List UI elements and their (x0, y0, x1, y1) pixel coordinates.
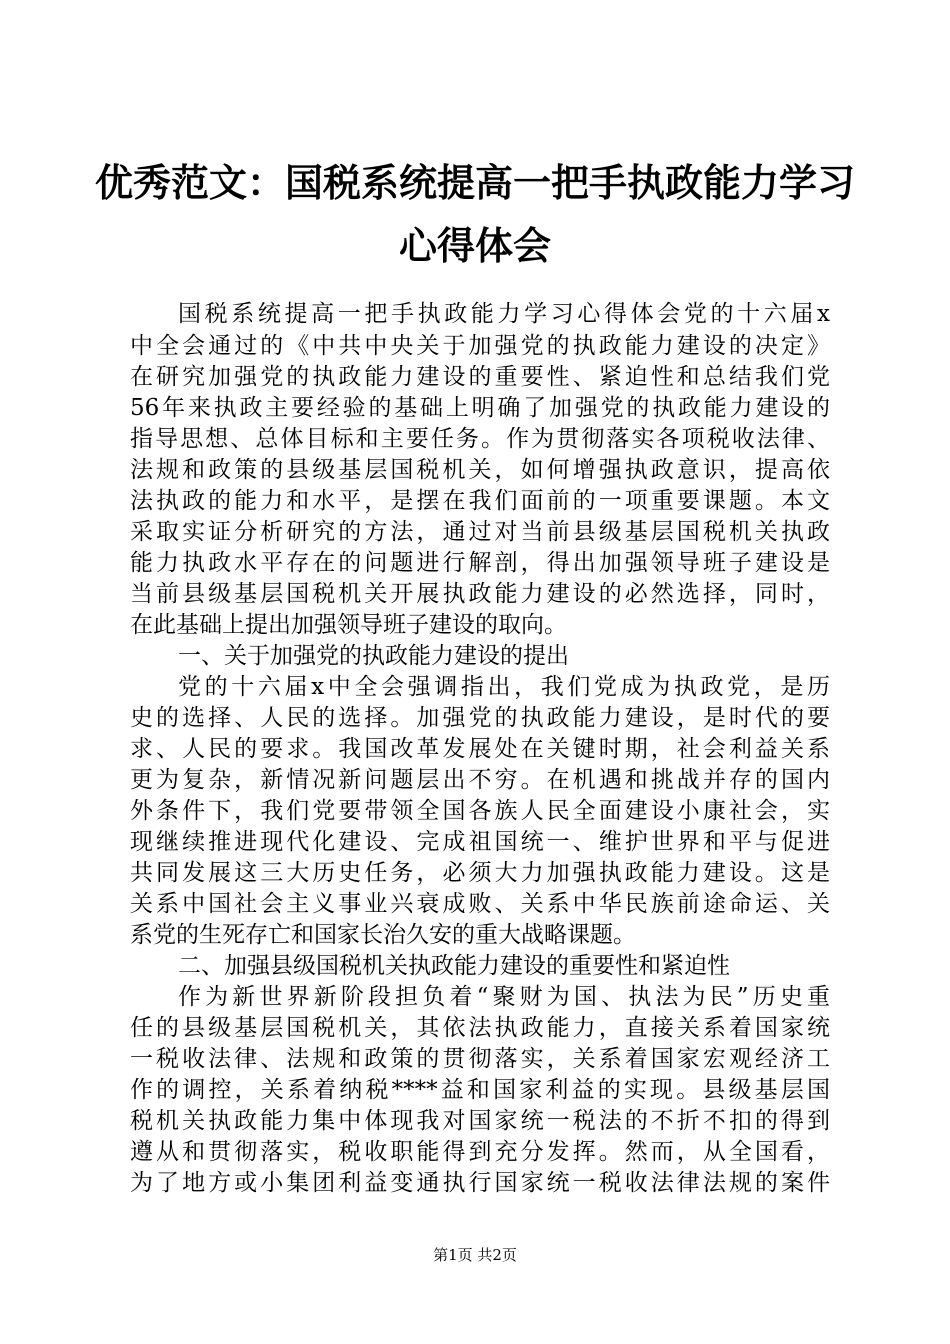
text-line: 当前县级基层国税机关开展执政能力建设的必然选择，同时， (130, 581, 830, 607)
text-line: 一税收法律、法规和政策的贯彻落实，关系着国家宏观经济工 (130, 1046, 830, 1072)
text-line: 法规和政策的县级基层国税机关，如何增强执政意识，提高依 (130, 457, 830, 483)
text-line: 作为新世界新阶段担负着“聚财为国、执法为民”历史重 (178, 984, 830, 1010)
text-line: 外条件下，我们党要带领全国各族人民全面建设小康社会，实 (130, 798, 830, 824)
page-footer: 第1页 共2页 (433, 1246, 517, 1264)
text-line: 党的十六届x中全会强调指出，我们党成为执政党，是历 (178, 674, 830, 700)
text-line: 作的调控，关系着纳税****益和国家利益的实现。县级基层国 (130, 1077, 830, 1103)
document-title-line-1: 优秀范文：国税系统提高一把手执政能力学习 (94, 161, 855, 205)
text-line: 法执政的能力和水平，是摆在我们面前的一项重要课题。本文 (130, 488, 830, 514)
text-line: 在研究加强党的执政能力建设的重要性、紧迫性和总结我们党 (130, 364, 830, 390)
text-line: 在此基础上提出加强领导班子建设的取向。 (130, 612, 567, 638)
text-line: 史的选择、人民的选择。加强党的执政能力建设，是时代的要 (130, 705, 830, 731)
text-line: 国税系统提高一把手执政能力学习心得体会党的十六届x (178, 301, 830, 327)
text-line: 采取实证分析研究的方法，通过对当前县级基层国税机关执政 (130, 519, 830, 545)
text-line: 任的县级基层国税机关，其依法执政能力，直接关系着国家统 (130, 1015, 830, 1041)
text-line: 中全会通过的《中共中央关于加强党的执政能力建设的决定》 (130, 333, 830, 359)
document-title-line-2: 心得体会 (398, 224, 551, 268)
section-heading: 二、加强县级国税机关执政能力建设的重要性和紧迫性 (178, 953, 730, 979)
text-line: 求、人民的要求。我国改革发展处在关键时期，社会利益关系 (130, 736, 830, 762)
text-line: 系党的生死存亡和国家长治久安的重大战略课题。 (130, 922, 636, 948)
section-heading: 一、关于加强党的执政能力建设的提出 (178, 643, 569, 669)
text-line: 遵从和贯彻落实，税收职能得到充分发挥。然而，从全国看， (130, 1139, 830, 1165)
text-line: 关系中国社会主义事业兴衰成败、关系中华民族前途命运、关 (130, 891, 830, 917)
text-line: 指导思想、总体目标和主要任务。作为贯彻落实各项税收法律、 (130, 426, 830, 452)
text-line: 能力执政水平存在的问题进行解剖，得出加强领导班子建设是 (130, 550, 830, 576)
text-line: 共同发展这三大历史任务，必须大力加强执政能力建设。这是 (130, 860, 830, 886)
text-line: 税机关执政能力集中体现我对国家统一税法的不折不扣的得到 (130, 1108, 830, 1134)
text-line: 现继续推进现代化建设、完成祖国统一、维护世界和平与促进 (130, 829, 830, 855)
text-line: 更为复杂，新情况新问题层出不穷。在机遇和挑战并存的国内 (130, 767, 830, 793)
text-line: 56年来执政主要经验的基础上明确了加强党的执政能力建设的 (130, 395, 830, 421)
text-line: 为了地方或小集团利益变通执行国家统一税收法律法规的案件 (130, 1170, 830, 1196)
